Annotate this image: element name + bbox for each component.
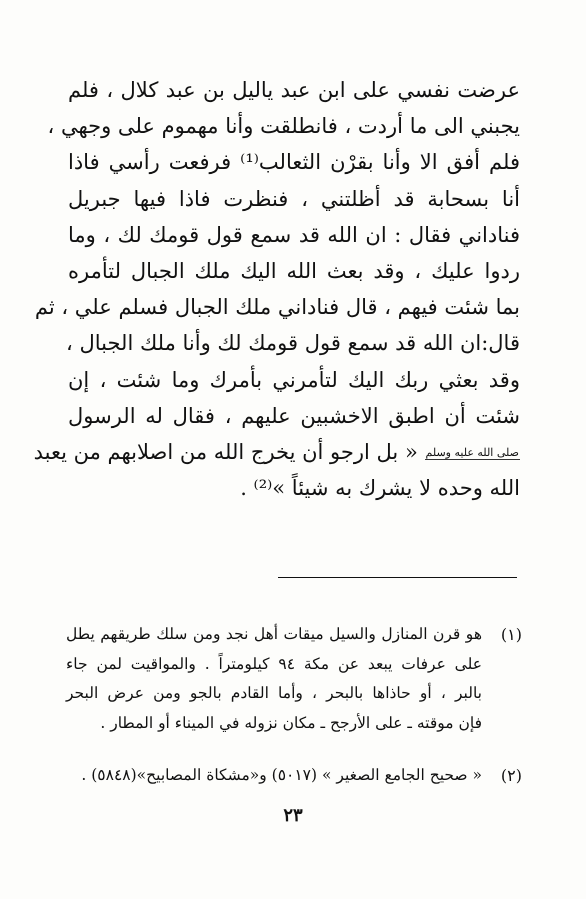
text-line: فناداني فقال : ان الله قد سمع قول قومك لك ، وما: [68, 222, 520, 247]
main-text: [33, 72, 521, 506]
text-line: يجبني الى ما أردت ، فانطلقت وأنا مهموم على وجهي ،: [47, 114, 520, 139]
text-line: شئت أن اطبق الاخشبين عليهم ، فقال له الرسول: [68, 403, 520, 428]
footnote-2: [66, 761, 522, 791]
text-line: عرضت نفسي على ابن عبد ياليل بن عبد كلال ، فلم: [68, 78, 520, 102]
footnote-number: (١): [500, 625, 522, 644]
text-line: فلم أفق الا وأنا بقرْن الثعالب⁽¹⁾ فرفعت رأسي فاذا: [68, 150, 521, 175]
text-line: وقد بعثي ربك اليك لتأمرني بأمرك وما شئت ، إن: [68, 367, 520, 392]
text-line-with-seal: [33, 434, 520, 470]
footnote-line: بالبر ، أو حاذاها بالبحر ، وأما القادم بالجو ومن عرض البحر: [66, 684, 482, 702]
footnote-line: فإن موقته ـ على الأرجح ـ مكان نزوله في الميناء أو المطار .: [100, 713, 482, 732]
footnote-line: « صحيح الجامع الصغير » (٥٠١٧) و«مشكاة المصابيح»(٥٨٤٨) .: [81, 766, 482, 784]
text-line: الله وحده لا يشرك به شيئاً »⁽²⁾ .: [240, 476, 520, 501]
salutation-seal: صلى الله عليه وسلم: [425, 445, 519, 459]
text-line: « بل ارجو أن يخرج الله من اصلابهم من يعبد: [33, 439, 418, 464]
text-line: قال:ان الله قد سمع قول قومك لك وأنا ملك الجبال ،: [66, 331, 520, 356]
footnotes: [66, 620, 522, 791]
footnote-number: (٢): [500, 766, 522, 785]
footnote-line: على عرفات يبعد عن مكة ٩٤ كيلومتراً . والمواقيت لمن جاء: [66, 654, 482, 673]
text-line: أنا بسحابة قد أظلتني ، فنظرت فاذا فيها جبريل: [68, 186, 520, 211]
footnote-separator: [278, 577, 517, 578]
footnote-1: [66, 620, 522, 738]
page-number: ٢٣: [283, 805, 303, 826]
footnote-line: هو قرن المنازل والسيل ميقات أهل نجد ومن سلك طريقهم يطل: [66, 625, 482, 643]
text-line: بما شئت فيهم ، قال فناداني ملك الجبال فسلم علي ، ثم: [34, 295, 520, 320]
text-line: ردوا عليك ، وقد بعث الله اليك ملك الجبال لتأمره: [68, 258, 520, 283]
